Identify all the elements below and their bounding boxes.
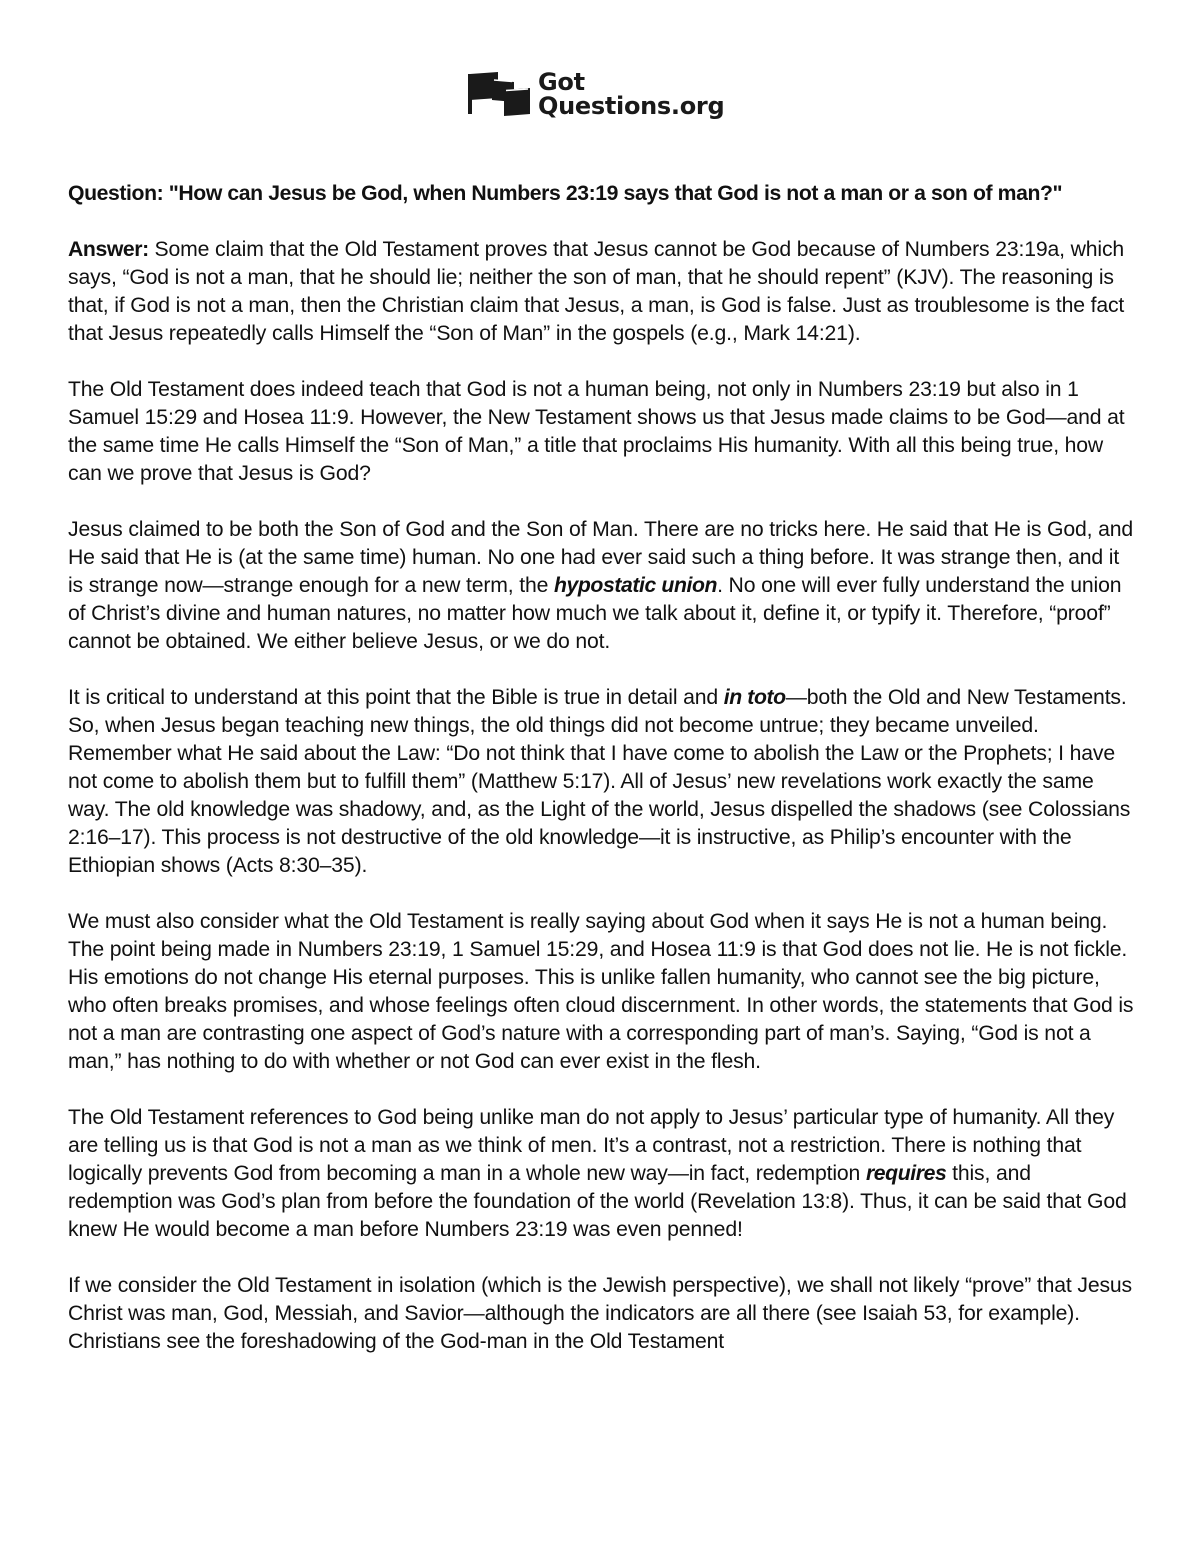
paragraph-3	[68, 516, 1136, 656]
paragraph-7: If we consider the Old Testament in isolation (which is the Jewish perspective), we shall not likely “prove” that Jesus Christ was man, God, Messiah, and Savior—although the indicators are all there (see Isaiah 53, for example). Christians see the foreshadowing of the God-man in the Old Testament	[68, 1274, 1132, 1353]
paragraph-1-text: Some claim that the Old Testament proves that Jesus cannot be God because of Numbers 23:19a, which says, “God is not a man, that he should lie; neither the son of man, that he should repent” (KJV). The reasoning is that, if God is not a man, then the Christian claim that Jesus, a man, is God is false. Just as troublesome is the fact that Jesus repeatedly calls Himself the “Son of Man” in the gospels (e.g., Mark 14:21).	[68, 238, 1125, 345]
gotquestions-logo	[468, 66, 738, 122]
emphasis-hypostatic-union: hypostatic union	[553, 574, 718, 597]
paragraph-1	[68, 236, 1136, 348]
paragraph-6-before: The Old Testament references to God being unlike man do not apply to Jesus’ particular type of humanity. All they are telling us is that God is not a man as we think of men. It’s a contrast, not a restriction. There is nothing that logically prevents God from becoming a man in a whole new way—in fact, redemption	[68, 1106, 1115, 1185]
logo-line-2: Questions.org	[538, 92, 725, 120]
answer-label: Answer:	[68, 238, 149, 261]
paragraph-4-after: —both the Old and New Testaments. So, when Jesus began teaching new things, the old things did not become untrue; they became unveiled. Remember what He said about the Law: “Do not think that I have come to abolish the Law or the Prophets; I have not come to abolish them but to fulfill them” (Matthew 5:17). All of Jesus’ new revelations work exactly the same way. The old knowledge was shadowy, and, as the Light of the world, Jesus dispelled the shadows (see Colossians 2:16–17). This process is not destructive of the old knowledge—it is instructive, as Philip’s encounter with the Ethiopian shows (Acts 8:30–35).	[68, 686, 1131, 877]
paragraph-4-before: It is critical to understand at this point that the Bible is true in detail and	[68, 686, 724, 709]
logo-line-1: Got	[538, 68, 585, 96]
article-body	[68, 180, 1136, 1384]
logo-flags-icon	[468, 68, 532, 120]
emphasis-in-toto: in toto	[723, 686, 786, 709]
paragraph-5: We must also consider what the Old Testament is really saying about God when it says He is not a human being. The point being made in Numbers 23:19, 1 Samuel 15:29, and Hosea 11:9 is that God does not lie. He is not fickle. His emotions do not change His eternal purposes. This is unlike fallen humanity, who cannot see the big picture, who often breaks promises, and whose feelings often cloud discernment. In other words, the statements that God is not a man are contrasting one aspect of God’s nature with a corresponding part of man’s. Saying, “God is not a man,” has nothing to do with whether or not God can ever exist in the flesh.	[68, 910, 1134, 1073]
paragraph-4	[68, 684, 1136, 880]
paragraph-2: The Old Testament does indeed teach that God is not a human being, not only in Numbers 23:19 but also in 1 Samuel 15:29 and Hosea 11:9. However, the New Testament shows us that Jesus made claims to be God—and at the same time He calls Himself the “Son of Man,” a title that proclaims His humanity. With all this being true, how can we prove that Jesus is God?	[68, 378, 1125, 485]
emphasis-requires: requires	[865, 1162, 947, 1185]
paragraph-6-after: this, and redemption was God’s plan from before the foundation of the world (Revelation 13:8). Thus, it can be said that God knew He would become a man before Numbers 23:19 was even penned!	[68, 1162, 1127, 1241]
paragraph-6	[68, 1104, 1136, 1244]
paragraph-3-after: . No one will ever fully understand the union of Christ’s divine and human natures, no matter how much we talk about it, define it, or typify it. Therefore, “proof” cannot be obtained. We either believe Jesus, or we do not.	[68, 574, 1122, 653]
question-heading: Question: "How can Jesus be God, when Numbers 23:19 says that God is not a man or a son of man?"	[68, 182, 1063, 205]
logo-wordmark	[538, 70, 724, 118]
paragraph-3-before: Jesus claimed to be both the Son of God and the Son of Man. There are no tricks here. He said that He is God, and He said that He is (at the same time) human. No one had ever said such a thing before. It was strange then, and it is strange now—strange enough for a new term, the	[68, 518, 1134, 597]
